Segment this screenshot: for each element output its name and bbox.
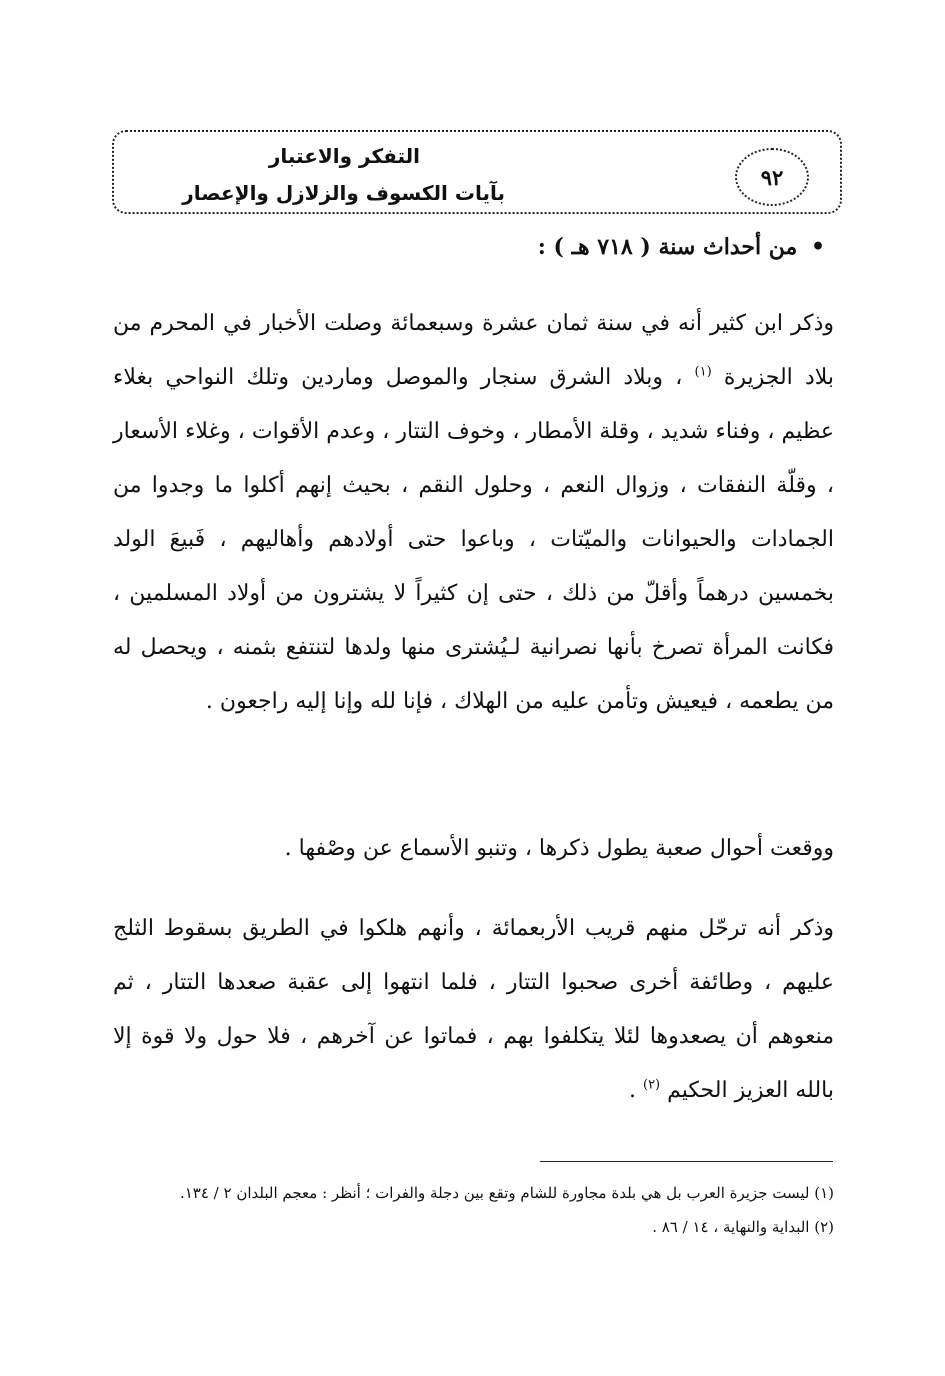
paragraph-1	[113, 297, 834, 729]
section-heading-text: من أحداث سنة ( ٧١٨ هـ ) :	[537, 234, 798, 260]
bullet-icon: •	[810, 234, 825, 260]
paragraph-3	[113, 902, 834, 1118]
paragraph-1-text: وذكر ابن كثير أنه في سنة ثمان عشرة وسبعمائة وصلت الأخبار في المحرم من بلاد الجزيرة	[113, 311, 835, 390]
footnote-divider	[540, 1161, 833, 1162]
book-title-line1: التفكر والاعتبار	[268, 144, 420, 168]
book-title-line2: بآيات الكسوف والزلازل والإعصار	[182, 181, 505, 205]
footnote-ref-1: (١)	[694, 364, 712, 380]
footnote-ref-2: (٢)	[642, 1077, 661, 1093]
paragraph-2: ووقعت أحوال صعبة يطول ذكرها ، وتنبو الأسماع عن وصْفها .	[284, 836, 834, 861]
page-number: ٩٢	[735, 148, 809, 206]
paragraph-1-continued: ، وبلاد الشرق سنجار والموصل وماردين وتلك النواحي بغلاء عظيم ، وفناء شديد ، وقلة الأمطار ، وخوف التتار ، وعدم الأقوات ، وغلاء الأسعار ، وقلّة النفقات ، وزوال النعم ، وحلول النقم ، بحيث إنهم أكلوا ما وجدوا من الجمادات والحيوانات والميّتات ، وباعوا حتى أولادهم وأهاليهم ، فَبيعَ الولد بخمسين درهماً وأقلّ من ذلك ، حتى إن كثيراً لا يشترون من أولاد المسلمين ، فكانت المرأة تصرخ بأنها نصرانية لـيُشترى منها ولدها لتنتفع بثمنه ، ويحصل له من يطعمه ، فيعيش وتأمن عليه من الهلاك ، فإنا لله وإنا إليه راجعون .	[113, 365, 834, 714]
paragraph-3-text: وذكر أنه ترحّل منهم قريب الأربعمائة ، وأنهم هلكوا في الطريق بسقوط الثلج عليهم ، وطائفة أخرى صحبوا التتار ، فلما انتهوا إلى عقبة صعدها التتار ، ثم منعوهم أن يصعدوها لئلا يتكلفوا بهم ، فماتوا عن آخرهم ، فلا حول ولا قوة إلا بالله العزيز الحكيم	[113, 916, 834, 1103]
footnote-1: (١) ليست جزيرة العرب بل هي بلدة مجاورة للشام وتقع بين دجلة والفرات ؛ أنظر : معجم البلدان ٢ / ١٣٤.	[179, 1184, 834, 1202]
paragraph-3-end: .	[628, 1078, 636, 1103]
footnote-2: (٢) البداية والنهاية ، ١٤ / ٨٦ .	[652, 1218, 834, 1236]
section-heading	[538, 234, 825, 260]
